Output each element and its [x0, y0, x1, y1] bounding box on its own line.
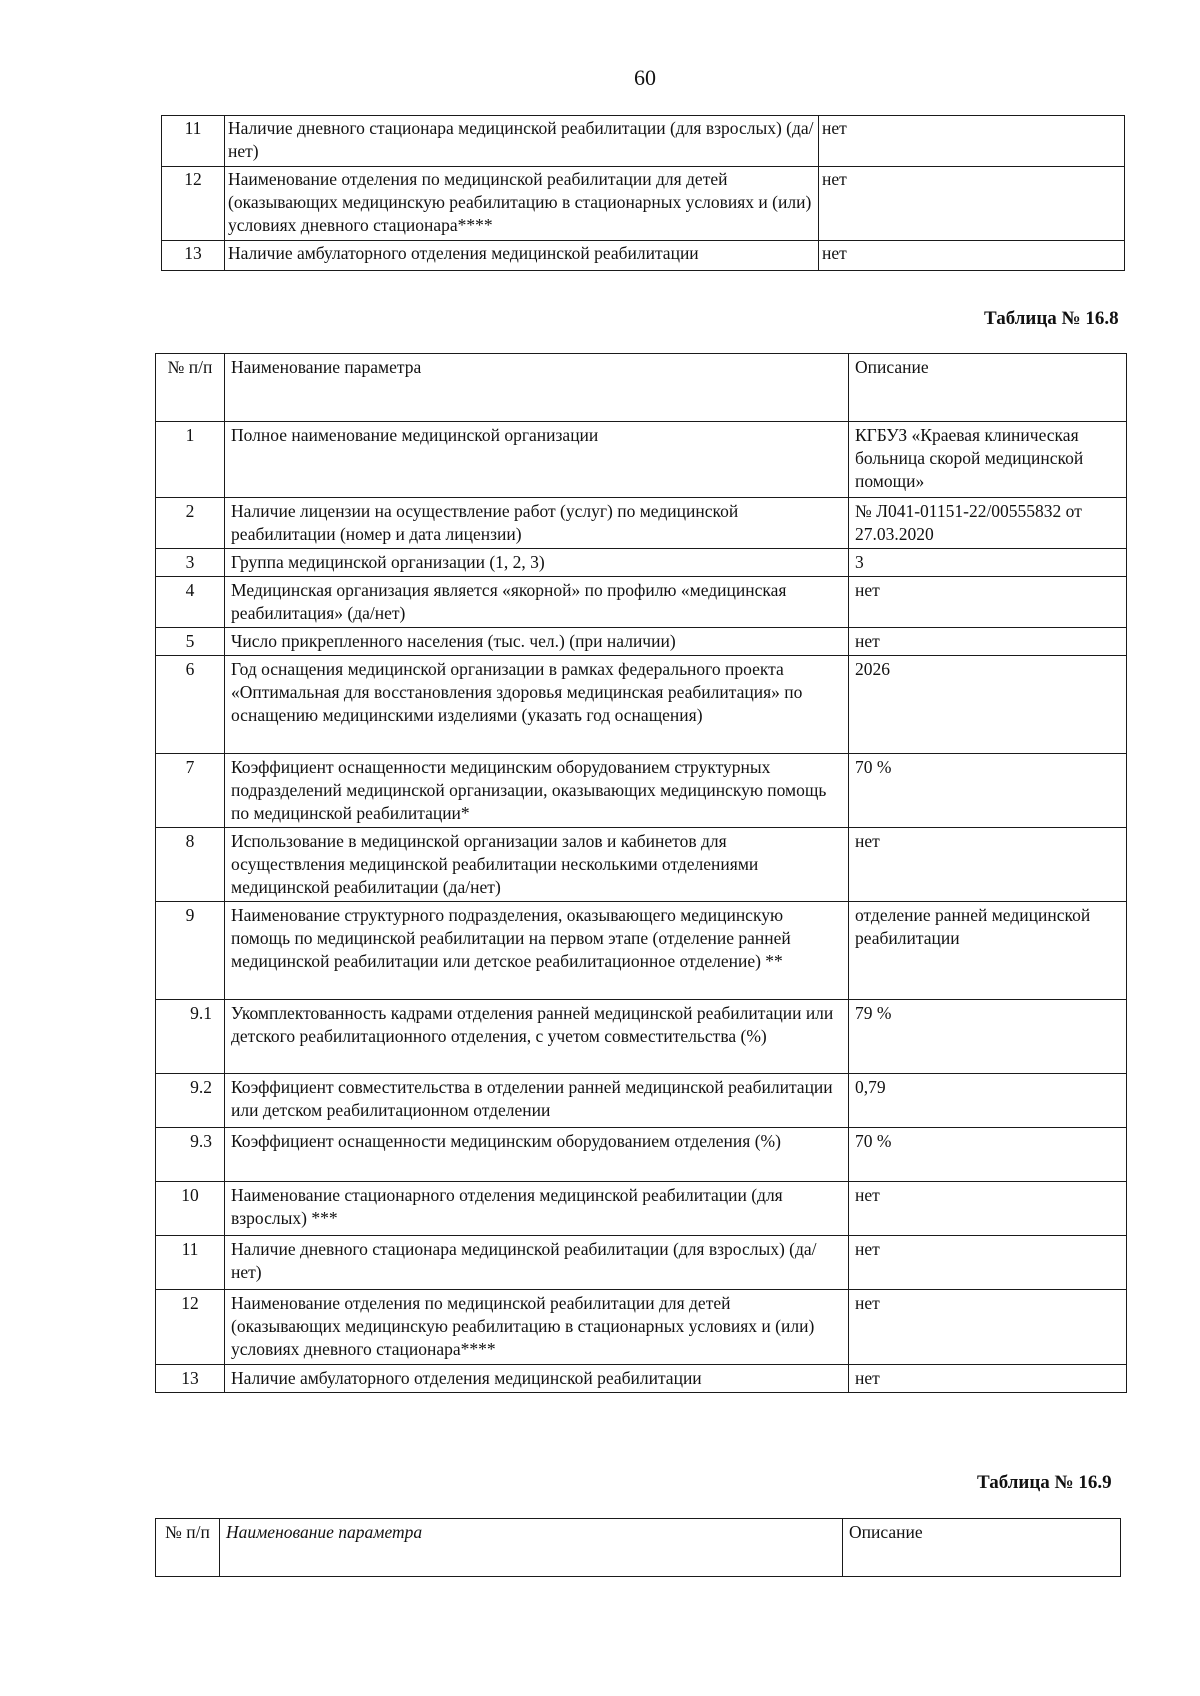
row-description: нет — [849, 577, 1127, 628]
row-number: 4 — [156, 577, 225, 628]
row-parameter: Наличие дневного стационара медицинской реабилитации (для взрослых) (да/нет) — [225, 1236, 849, 1290]
row-parameter: Наименование отделения по медицинской реабилитации для детей (оказывающих медицинскую реабилитацию в стационарных условиях и (или) условиях дневного стационара**** — [225, 167, 819, 241]
table-header-row — [156, 354, 1127, 422]
table-row — [156, 902, 1127, 1000]
row-description: нет — [819, 167, 1125, 241]
row-number: 6 — [156, 656, 225, 754]
row-description: 2026 — [849, 656, 1127, 754]
row-parameter: Полное наименование медицинской организации — [225, 422, 849, 498]
table-row — [156, 1236, 1127, 1290]
row-description: КГБУЗ «Краевая клиническая больница скорой медицинской помощи» — [849, 422, 1127, 498]
row-number: 12 — [156, 1290, 225, 1365]
table-row — [162, 116, 1125, 167]
row-description: нет — [849, 1290, 1127, 1365]
row-number: 10 — [156, 1182, 225, 1236]
row-parameter: Наличие амбулаторного отделения медицинской реабилитации — [225, 241, 819, 271]
header-number: № п/п — [156, 354, 225, 422]
table-caption-16-9: Таблица № 16.9 — [977, 1472, 1112, 1493]
row-number: 9 — [156, 902, 225, 1000]
table-header-row — [156, 1519, 1121, 1577]
row-parameter: Наименование структурного подразделения, оказывающего медицинскую помощь по медицинской реабилитации на первом этапе (отделение ранней медицинской реабилитации или детское реабилитационное отделение) ** — [225, 902, 849, 1000]
row-parameter: Наименование отделения по медицинской реабилитации для детей (оказывающих медицинскую реабилитацию в стационарных условиях и (или) условиях дневного стационара**** — [225, 1290, 849, 1365]
row-description: нет — [849, 1365, 1127, 1393]
row-description: № Л041-01151-22/00555832 от 27.03.2020 — [849, 498, 1127, 549]
row-description: 3 — [849, 549, 1127, 577]
row-parameter: Наличие дневного стационара медицинской реабилитации (для взрослых) (да/нет) — [225, 116, 819, 167]
row-description: нет — [849, 1182, 1127, 1236]
row-number: 9.3 — [156, 1128, 225, 1182]
table-row — [156, 656, 1127, 754]
row-parameter: Наименование стационарного отделения медицинской реабилитации (для взрослых) *** — [225, 1182, 849, 1236]
row-number: 11 — [156, 1236, 225, 1290]
row-parameter: Использование в медицинской организации залов и кабинетов для осуществления медицинской реабилитации несколькими отделениями медицинской реабилитации (да/нет) — [225, 828, 849, 902]
header-parameter: Наименование параметра — [225, 354, 849, 422]
row-parameter: Число прикрепленного населения (тыс. чел.) (при наличии) — [225, 628, 849, 656]
row-parameter: Группа медицинской организации (1, 2, 3) — [225, 549, 849, 577]
row-description: 70 % — [849, 754, 1127, 828]
row-number: 9.1 — [156, 1000, 225, 1074]
page-number: 60 — [634, 65, 656, 90]
table-row — [156, 422, 1127, 498]
row-description: 79 % — [849, 1000, 1127, 1074]
table-row — [156, 549, 1127, 577]
row-description: нет — [849, 1236, 1127, 1290]
row-parameter: Коэффициент оснащенности медицинским оборудованием отделения (%) — [225, 1128, 849, 1182]
header-description: Описание — [849, 354, 1127, 422]
row-number: 13 — [162, 241, 225, 271]
table-row — [156, 628, 1127, 656]
row-description: 70 % — [849, 1128, 1127, 1182]
row-description: отделение ранней медицинской реабилитации — [849, 902, 1127, 1000]
row-number: 7 — [156, 754, 225, 828]
header-number: № п/п — [156, 1519, 220, 1577]
row-parameter: Коэффициент оснащенности медицинским оборудованием структурных подразделений медицинской организации, оказывающих медицинскую помощь по медицинской реабилитации* — [225, 754, 849, 828]
row-parameter: Коэффициент совместительства в отделении ранней медицинской реабилитации или детском реабилитационном отделении — [225, 1074, 849, 1128]
table-row — [156, 577, 1127, 628]
row-parameter: Укомплектованность кадрами отделения ранней медицинской реабилитации или детского реабилитационного отделения, с учетом совместительства (%) — [225, 1000, 849, 1074]
table-row — [156, 498, 1127, 549]
row-number: 5 — [156, 628, 225, 656]
table-16-9 — [155, 1518, 1121, 1577]
table-continuation — [161, 115, 1125, 271]
table-row — [156, 1365, 1127, 1393]
table-row — [156, 1000, 1127, 1074]
row-description: нет — [849, 628, 1127, 656]
row-number: 8 — [156, 828, 225, 902]
row-description: нет — [849, 828, 1127, 902]
row-description: нет — [819, 116, 1125, 167]
row-parameter: Год оснащения медицинской организации в рамках федерального проекта «Оптимальная для восстановления здоровья медицинская реабилитация» по оснащению медицинскими изделиями (указать год оснащения) — [225, 656, 849, 754]
row-description: нет — [819, 241, 1125, 271]
row-number: 11 — [162, 116, 225, 167]
header-parameter: Наименование параметра — [220, 1519, 843, 1577]
row-number: 9.2 — [156, 1074, 225, 1128]
table-16-8 — [155, 353, 1127, 1393]
table-row — [156, 1290, 1127, 1365]
row-number: 2 — [156, 498, 225, 549]
table-row — [156, 1074, 1127, 1128]
table-row — [156, 828, 1127, 902]
table-row — [156, 754, 1127, 828]
row-number: 13 — [156, 1365, 225, 1393]
row-number: 12 — [162, 167, 225, 241]
row-description: 0,79 — [849, 1074, 1127, 1128]
row-parameter: Наличие амбулаторного отделения медицинской реабилитации — [225, 1365, 849, 1393]
row-number: 3 — [156, 549, 225, 577]
row-parameter: Медицинская организация является «якорной» по профилю «медицинская реабилитация» (да/нет) — [225, 577, 849, 628]
table-row — [162, 167, 1125, 241]
table-row — [156, 1128, 1127, 1182]
table-row — [162, 241, 1125, 271]
header-description: Описание — [843, 1519, 1121, 1577]
row-parameter: Наличие лицензии на осуществление работ (услуг) по медицинской реабилитации (номер и дата лицензии) — [225, 498, 849, 549]
table-row — [156, 1182, 1127, 1236]
row-number: 1 — [156, 422, 225, 498]
table-caption-16-8: Таблица № 16.8 — [984, 308, 1119, 329]
